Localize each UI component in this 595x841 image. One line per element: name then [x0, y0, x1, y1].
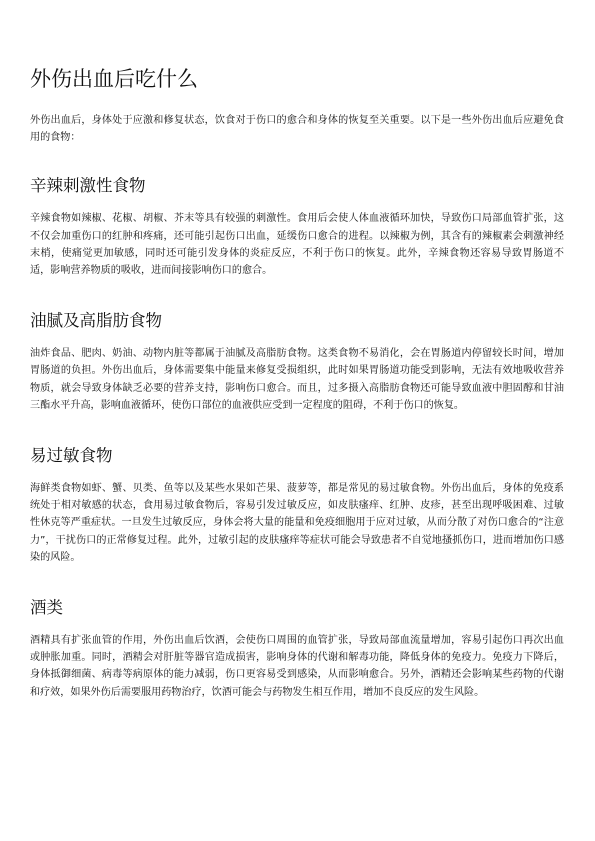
intro-paragraph: 外伤出血后，身体处于应激和修复状态，饮食对于伤口的愈合和身体的恢复至关重要。以下是一些外伤出血后应避免食用的食物：: [30, 115, 564, 144]
section-body: 辛辣食物如辣椒、花椒、胡椒、芥末等具有较强的刺激性。食用后会使人体血液循环加快，导致伤口局部血管扩张，这不仅会加重伤口的红肿和疼痛，还可能引起伤口出血，延缓伤口愈合的进程。以辣椒为例，其含有的辣椒素会刺激神经末梢，使痛觉更加敏感，同时还可能引发身体的炎症反应，不利于伤口的恢复。此外，辛辣食物还容易导致胃肠道不适，影响营养物质的吸收，进而间接影响伤口的愈合。: [30, 213, 564, 277]
section-body: 油炸食品、肥肉、奶油、动物内脏等都属于油腻及高脂肪食物。这类食物不易消化，会在胃肠道内停留较长时间，增加胃肠道的负担。外伤出血后，身体需要集中能量来修复受损组织，此时如果胃肠道功能受到影响，无法有效地吸收营养物质，就会导致身体缺乏必要的营养支持，影响伤口愈合。而且，过多摄入高脂肪食物还可能导致血液中胆固醇和甘油三酯水平升高，影响血液循环，使伤口部位的血液供应受到一定程度的阻碍，不利于伤口的恢复。: [30, 348, 564, 411]
document: [30, 64, 564, 731]
section-spicy-food: [30, 174, 564, 279]
page-title: 外伤出血后吃什么: [30, 67, 198, 91]
section-heading: 辛辣刺激性食物: [30, 176, 146, 196]
section-greasy-food: [30, 309, 564, 414]
section-body: 海鲜类食物如虾、蟹、贝类、鱼等以及某些水果如芒果、菠萝等，都是常见的易过敏食物。外伤出血后，身体的免疫系统处于相对敏感的状态，食用易过敏食物后，容易引发过敏反应，如皮肤瘙痒、红肿、皮疹，甚至出现呼吸困难、过敏性休克等严重症状。一旦发生过敏反应，身体会将大量的能量和免疫细胞用于应对过敏，从而分散了对伤口愈合的“注意力”，干扰伤口的正常修复过程。此外，过敏引起的皮肤瘙痒等症状可能会导致患者不自觉地搔抓伤口，进而增加伤口感染的风险。: [30, 483, 564, 563]
section-heading: 易过敏食物: [30, 446, 113, 466]
section-alcohol: [30, 596, 564, 701]
section-heading: 酒类: [30, 598, 63, 618]
section-body: 酒精具有扩张血管的作用，外伤出血后饮酒，会使伤口周围的血管扩张，导致局部血流量增加，容易引起伤口再次出血或肿胀加重。同时，酒精会对肝脏等器官造成损害，影响身体的代谢和解毒功能，降低身体的免疫力。免疫力下降后，身体抵御细菌、病毒等病原体的能力减弱，伤口更容易受到感染，从而影响愈合。另外，酒精还会影响某些药物的代谢和疗效，如果外伤后需要服用药物治疗，饮酒可能会与药物发生相互作用，增加不良反应的发生风险。: [30, 635, 564, 698]
section-heading: 油腻及高脂肪食物: [30, 311, 162, 331]
section-allergenic-food: [30, 444, 564, 566]
